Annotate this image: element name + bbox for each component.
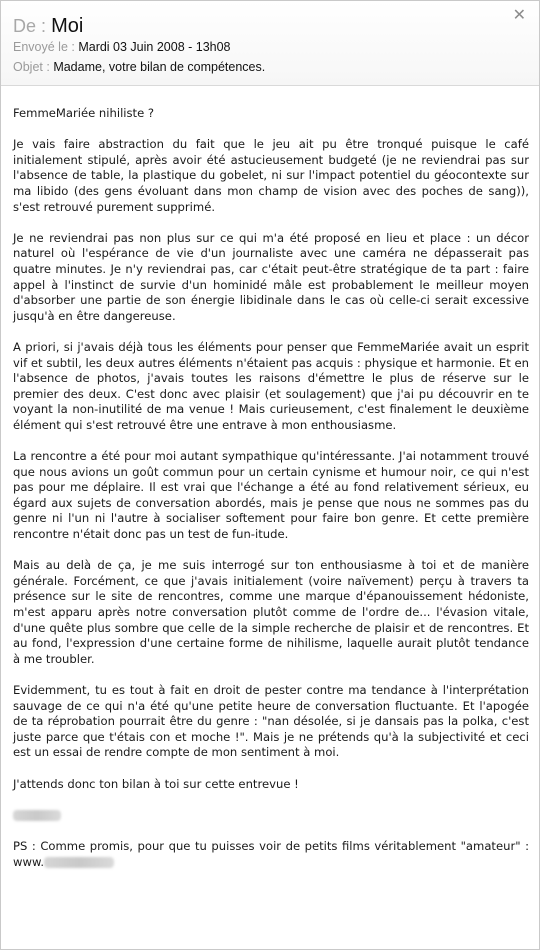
paragraph-6: Evidemment, tu es tout à fait en droit de pester contre ma tendance à l'interprétation sauvage de ce qui n'a été qu'une petite heure de conversation fluctuante. Et l'apogée de ta réprobation pourrait être du genre : "nan désolée, si je dansais pas la polka, c'est juste parce que t'étais con et moche !". Mais je ne prétends qu'à la subjectivité et ceci est un essai de rendre compte de mon sentiment à moi. bbox=[13, 682, 529, 760]
greeting: FemmeMariée nihiliste ? bbox=[13, 106, 155, 120]
email-body bbox=[13, 106, 529, 886]
from-row bbox=[13, 13, 83, 40]
from-value: Moi bbox=[51, 15, 84, 37]
paragraph-2: Je ne reviendrai pas non plus sur ce qui m'a été proposé en lieu et place : un décor naturel où l'espérance de vie d'un journaliste avec une caméra ne dépasserait pas quatre minutes. Je n'y reviendrai pas, car c'était peut-être stratégique de ta part : faire appel à l'instinct de survie d'un hominidé mâle est probablement le meilleur moyen d'absorber une partie de son énergie libidinale dans le cas où celle-ci serait excessive jusqu'à en être dangereuse. bbox=[13, 230, 529, 323]
paragraph-7: J'attends donc ton bilan à toi sur cette entrevue ! bbox=[13, 776, 299, 791]
paragraph-4: La rencontre a été pour moi autant sympathique qu'intéressante. J'ai notamment trouvé que nous avions un goût commun pour un certain cynisme et humour noir, ce qui n'est pas pour me déplaire. Il est vrai que l'échange a été au fond relativement sérieux, eu égard aux sujets de conversation abordés, mais je pense que nous ne sommes pas du genre ni l'un ni l'autre à socialiser softement pour faire bon genre. Et cette première rencontre n'était donc pas un test de fun-itude. bbox=[13, 449, 529, 542]
subject-row bbox=[13, 59, 265, 75]
paragraph-1: Je vais faire abstraction du fait que le jeu ait pu être tronqué puisque le café initialement stipulé, après avoir été astucieusement budgeté (je ne reviendrai pas sur l'absence de table, la plastique du gobelet, ni sur l'impact potentiel du géocontexte sur ma libido (des gens évoluant dans mon champ de vision avec des poches de sang)), s'est retrouvé purement supprimé. bbox=[13, 137, 529, 214]
ps-text: PS : Comme promis, pour que tu puisses voir de petits films véritablement "amateur" : www. bbox=[13, 838, 529, 869]
blurred-signature bbox=[13, 810, 61, 821]
sent-row bbox=[13, 39, 231, 55]
email-header bbox=[1, 1, 539, 86]
subject-label: Objet : bbox=[13, 60, 50, 74]
close-icon[interactable]: ✕ bbox=[512, 5, 526, 24]
ps-paragraph bbox=[13, 839, 529, 870]
sent-label: Envoyé le : bbox=[13, 40, 75, 54]
paragraph-5: Mais au delà de ça, je me suis interrogé sur ton enthousiasme à toi et de manière générale. Forcément, ce que j'avais initialement (voire naïvement) perçu à travers ta présence sur le site de rencontres, comme une marque d'épanouissement hédoniste, m'est apparu après notre conversation plutôt comme de l'ordre de... l'évasion vitale, d'une quête plus sombre que celle de la simple recherche de plaisir et de rencontres. Et au fond, l'expression d'une certaine forme de nihilisme, laquelle aurait plutôt tendance à me troubler. bbox=[13, 558, 529, 666]
subject-value: Madame, votre bilan de compétences. bbox=[53, 60, 266, 74]
paragraph-3: A priori, si j'avais déjà tous les éléments pour penser que FemmeMariée avait un esprit vif et subtil, les deux autres éléments n'étaient pas acquis : physique et harmonie. Et en l'absence de photos, j'avais toutes les raisons d'émettre le plus de réserve sur le premier des deux. C'est donc avec plaisir (et soulagement) que j'ai pu découvrir en te voyant la non-inutilité de ma venue ! Mais curieusement, c'est finalement le deuxième élément qui s'est retrouvé être une entrave à mon enthousiasme. bbox=[13, 339, 529, 432]
blurred-url bbox=[44, 857, 114, 868]
from-label: De : bbox=[13, 16, 47, 36]
sent-value: Mardi 03 Juin 2008 - 13h08 bbox=[78, 40, 231, 54]
signature-row bbox=[13, 808, 529, 824]
